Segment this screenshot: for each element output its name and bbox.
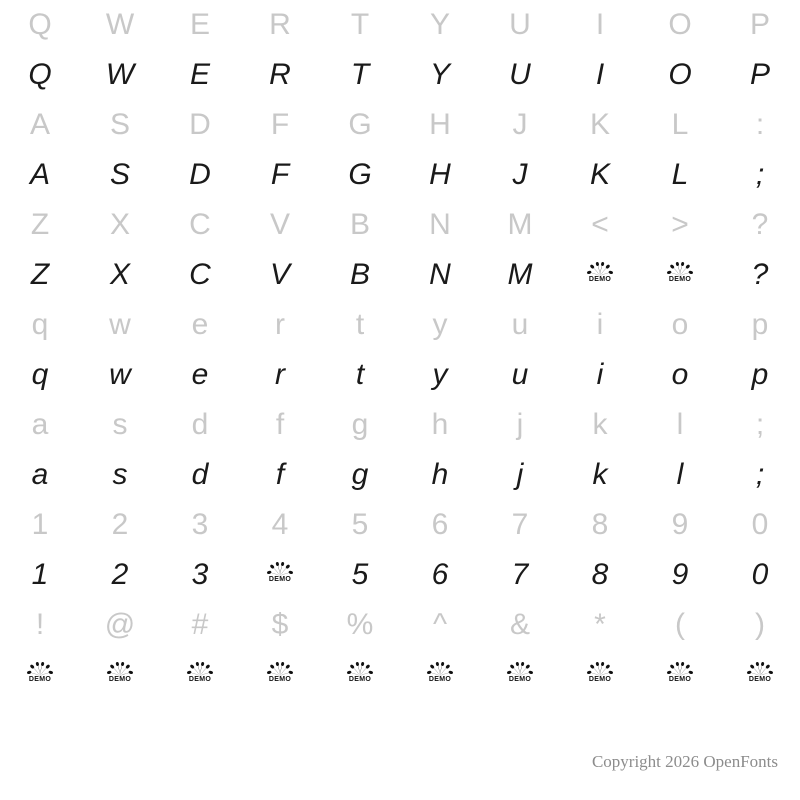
glyph-cell: L [671, 108, 689, 141]
glyph-cell: G [348, 108, 372, 141]
glyph-cell: s [112, 408, 128, 441]
demo-watermark-label: DEMO [348, 676, 372, 683]
glyph-cell: L [671, 158, 689, 191]
glyph-cell: q [31, 308, 49, 341]
glyph-cell: M [507, 208, 533, 241]
glyph-cell: l [676, 458, 684, 491]
glyph-cell: B [349, 258, 370, 291]
glyph-cell: F [270, 158, 290, 191]
demo-watermark-icon [667, 662, 693, 688]
copyright-notice: Copyright 2026 OpenFonts [591, 752, 778, 771]
glyph-cell: @ [104, 608, 136, 641]
glyph-cell: 1 [31, 508, 49, 541]
glyph-cell: t [355, 358, 365, 391]
glyph-cell: R [269, 8, 291, 41]
demo-watermark-icon [667, 262, 693, 288]
glyph-cell: k [592, 458, 608, 491]
glyph-cell: A [29, 108, 50, 141]
glyph-cell: J [512, 158, 528, 191]
demo-watermark-icon [427, 662, 453, 688]
glyph-cell: Y [429, 8, 450, 41]
glyph-cell: h [431, 458, 449, 491]
demo-watermark-label: DEMO [268, 576, 292, 583]
glyph-cell: ! [35, 608, 45, 641]
demo-watermark-icon [27, 662, 53, 688]
glyph-cell: N [429, 208, 451, 241]
glyph-cell-demo [80, 650, 160, 700]
glyph-cell: W [105, 58, 135, 91]
glyph-cell-demo [560, 650, 640, 700]
glyph-cell-demo [240, 650, 320, 700]
glyph-cell: ? [751, 208, 769, 241]
glyph-cell: 6 [431, 558, 449, 591]
glyph-cell-demo [320, 650, 400, 700]
glyph-cell: g [351, 408, 369, 441]
glyph-cell: p [751, 308, 769, 341]
glyph-cell: 3 [191, 508, 209, 541]
glyph-cell: ; [755, 158, 765, 191]
glyph-cell: D [189, 108, 211, 141]
glyph-cell: a [31, 408, 49, 441]
glyph-cell: * [594, 608, 606, 641]
glyph-cell: 5 [351, 558, 369, 591]
glyph-cell: C [189, 258, 211, 291]
glyph-cell: I [595, 8, 605, 41]
demo-watermark-label: DEMO [508, 676, 532, 683]
glyph-cell: a [31, 458, 49, 491]
glyph-cell: N [429, 258, 451, 291]
glyph-cell: w [109, 358, 131, 391]
glyph-cell-demo [0, 650, 80, 700]
glyph-cell: 3 [191, 558, 209, 591]
glyph-cell: S [109, 158, 130, 191]
glyph-cell: O [668, 8, 692, 41]
demo-watermark-icon [587, 262, 613, 288]
glyph-cell: > [671, 208, 689, 241]
glyph-cell: f [275, 408, 285, 441]
glyph-cell: R [269, 58, 291, 91]
glyph-cell: ; [755, 408, 765, 441]
glyph-cell-demo [720, 650, 800, 700]
glyph-cell: O [668, 58, 692, 91]
glyph-cell-demo [640, 650, 720, 700]
demo-watermark-label: DEMO [108, 676, 132, 683]
glyph-cell-demo [160, 650, 240, 700]
glyph-cell: K [589, 108, 610, 141]
glyph-cell: X [109, 258, 130, 291]
glyph-cell: X [109, 208, 130, 241]
glyph-cell: 9 [671, 558, 689, 591]
demo-watermark-label: DEMO [188, 676, 212, 683]
glyph-cell: h [431, 408, 449, 441]
glyph-cell: j [516, 408, 524, 441]
glyph-cell: U [509, 58, 531, 91]
demo-watermark-icon [747, 662, 773, 688]
glyph-cell: $ [271, 608, 289, 641]
demo-watermark-label: DEMO [668, 676, 692, 683]
demo-watermark-icon [187, 662, 213, 688]
glyph-cell: 0 [751, 508, 769, 541]
glyph-cell: k [592, 408, 608, 441]
glyph-cell: d [191, 458, 209, 491]
glyph-cell: H [429, 108, 451, 141]
glyph-cell: B [349, 208, 370, 241]
demo-watermark-icon [267, 562, 293, 588]
demo-watermark-label: DEMO [428, 676, 452, 683]
glyph-cell: ? [751, 258, 769, 291]
glyph-cell: S [109, 108, 130, 141]
glyph-cell: < [591, 208, 609, 241]
glyph-cell-demo [560, 250, 640, 300]
glyph-cell: o [671, 308, 689, 341]
glyph-cell: e [191, 308, 209, 341]
glyph-cell: 0 [751, 558, 769, 591]
glyph-cell: 6 [431, 508, 449, 541]
glyph-cell: Z [30, 208, 50, 241]
glyph-cell-demo [240, 550, 320, 600]
demo-watermark-icon [587, 662, 613, 688]
glyph-cell: K [589, 158, 610, 191]
glyph-cell: 5 [351, 508, 369, 541]
glyph-cell: 7 [511, 508, 529, 541]
glyph-cell: T [350, 58, 370, 91]
demo-watermark-label: DEMO [268, 676, 292, 683]
glyph-cell: j [516, 458, 524, 491]
glyph-cell-demo [640, 250, 720, 300]
glyph-cell: ( [675, 608, 685, 641]
glyph-cell: i [596, 358, 604, 391]
glyph-cell: I [595, 58, 605, 91]
glyph-cell: D [189, 158, 211, 191]
glyph-cell: G [348, 158, 372, 191]
glyph-cell: t [355, 308, 365, 341]
glyph-cell: P [749, 58, 770, 91]
glyph-cell: % [346, 608, 374, 641]
glyph-cell: 2 [111, 508, 129, 541]
glyph-cell: ^ [432, 608, 448, 641]
glyph-cell: Z [30, 258, 50, 291]
demo-watermark-icon [507, 662, 533, 688]
glyph-cell: o [671, 358, 689, 391]
glyph-cell: s [112, 458, 128, 491]
glyph-cell: 1 [31, 558, 49, 591]
demo-watermark-icon [107, 662, 133, 688]
glyph-cell: ; [755, 458, 765, 491]
glyph-cell: & [509, 608, 530, 641]
glyph-cell: y [432, 308, 448, 341]
glyph-cell: e [191, 358, 209, 391]
glyph-cell: F [270, 108, 290, 141]
glyph-cell: r [275, 358, 285, 391]
glyph-cell: # [191, 608, 209, 641]
glyph-cell: M [507, 258, 533, 291]
glyph-cell: 7 [511, 558, 529, 591]
glyph-cell: 4 [271, 508, 289, 541]
glyph-cell: y [432, 358, 448, 391]
glyph-cell: V [269, 258, 290, 291]
glyph-cell: i [596, 308, 604, 341]
glyph-cell: 8 [591, 508, 609, 541]
demo-watermark-label: DEMO [588, 276, 612, 283]
glyph-cell-demo [480, 650, 560, 700]
glyph-cell: W [105, 8, 135, 41]
demo-watermark-label: DEMO [748, 676, 772, 683]
glyph-cell: 8 [591, 558, 609, 591]
glyph-cell: w [109, 308, 131, 341]
glyph-cell: P [749, 8, 770, 41]
glyph-cell: E [189, 8, 210, 41]
glyph-cell: C [189, 208, 211, 241]
glyph-cell: g [351, 458, 369, 491]
glyph-cell-demo [400, 650, 480, 700]
glyph-cell: Q [28, 58, 52, 91]
glyph-cell: H [429, 158, 451, 191]
glyph-cell: T [350, 8, 370, 41]
glyph-cell: E [189, 58, 210, 91]
glyph-cell: r [275, 308, 285, 341]
glyph-cell: u [511, 358, 529, 391]
demo-watermark-icon [267, 662, 293, 688]
glyph-cell: d [191, 408, 209, 441]
glyph-cell: f [275, 458, 285, 491]
glyph-cell: V [269, 208, 290, 241]
demo-watermark-label: DEMO [668, 276, 692, 283]
demo-watermark-icon [347, 662, 373, 688]
glyph-cell: q [31, 358, 49, 391]
glyph-cell: J [512, 108, 528, 141]
glyph-cell: 9 [671, 508, 689, 541]
glyph-cell: Y [429, 58, 450, 91]
glyph-cell: p [751, 358, 769, 391]
glyph-cell: ) [755, 608, 765, 641]
glyph-cell: Q [28, 8, 52, 41]
glyph-cell: 2 [111, 558, 129, 591]
demo-watermark-label: DEMO [588, 676, 612, 683]
demo-watermark-label: DEMO [28, 676, 52, 683]
glyph-cell: u [511, 308, 529, 341]
glyph-cell: A [29, 158, 50, 191]
glyph-cell: U [509, 8, 531, 41]
glyph-cell: : [755, 108, 765, 141]
glyph-cell: l [676, 408, 684, 441]
